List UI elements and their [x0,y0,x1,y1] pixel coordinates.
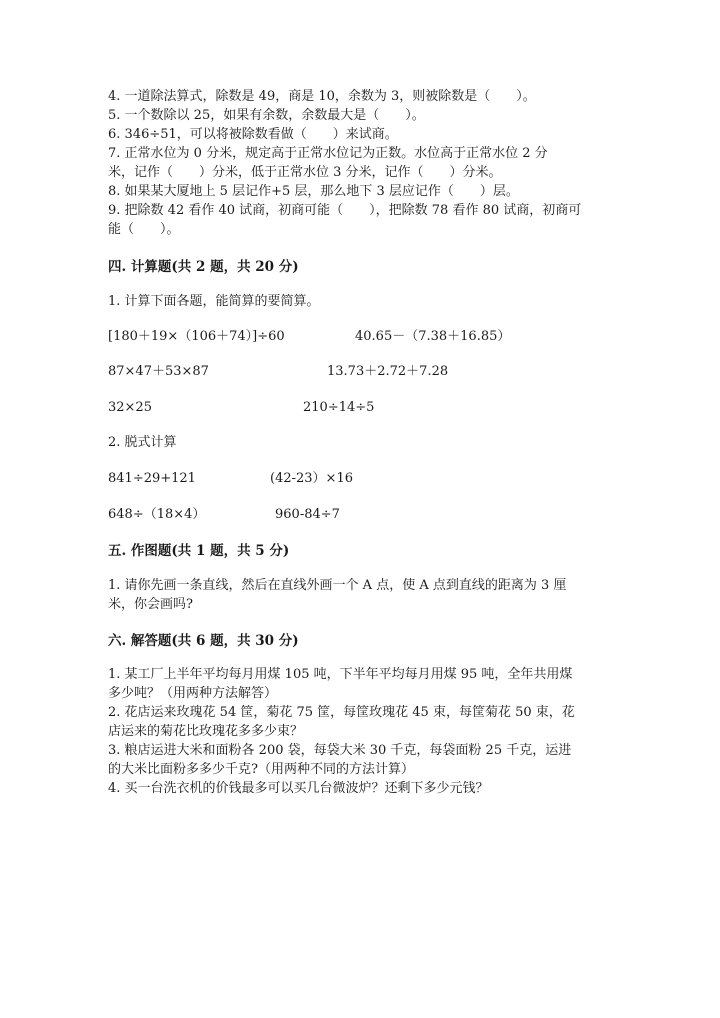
section-5-q1-line2: 米，你会画吗? [108,597,193,612]
calc-item-5: 32×25 [108,400,152,415]
question-3-8: 8. 如果某大厦地上 5 层记作+5 层，那么地下 3 层应记作（ ）层。 [108,184,519,199]
question-3-9-line2: 能（ ）。 [108,222,180,237]
stepwise-item-2: (42-23）×16 [270,471,353,486]
calc-item-4: 13.73＋2.72＋7.28 [327,364,449,379]
stepwise-item-1: 841÷29+121 [108,471,196,486]
calc-item-1: [180＋19×（106＋74）]÷60 [108,329,285,344]
question-3-4: 4. 一道除法算式，除数是 49，商是 10，余数为 3，则被除数是（ ）。 [108,89,536,104]
section-6-q2-line1: 2. 花店运来玫瑰花 54 筐，菊花 75 筐，每筐玫瑰花 45 束，每筐菊花 50 束，花 [108,705,575,720]
section-6-q3-line1: 3. 粮店运进大米和面粉各 200 袋，每袋大米 30 千克，每袋面粉 25 千克，运进 [108,743,572,758]
question-3-7-line1: 7. 正常水位为 0 分米，规定高于正常水位记为正数。水位高于正常水位 2 分 [108,146,548,161]
section-6-q1-line2: 多少吨？（用两种方法解答） [108,686,278,701]
section-6-q2-line2: 店运来的菊花比玫瑰花多多少束？ [108,724,304,739]
calc-item-2: 40.65－（7.38＋16.85） [355,329,511,344]
section-4-q1-intro: 1. 计算下面各题，能简算的要简算。 [108,294,320,309]
section-5-heading: 五. 作图题(共 1 题，共 5 分) [108,543,290,559]
calc-item-6: 210÷14÷5 [303,400,375,415]
question-3-9-line1: 9. 把除数 42 看作 40 试商，初商可能（ ），把除数 78 看作 80 试商，初商可 [108,203,582,218]
section-6-heading: 六. 解答题(共 6 题，共 30 分) [108,633,299,649]
calc-item-3: 87×47＋53×87 [108,364,209,379]
question-3-6: 6. 346÷51，可以将被除数看做（ ）来试商。 [108,127,398,142]
stepwise-item-4: 960-84÷7 [275,507,340,522]
section-4-heading: 四. 计算题(共 2 题，共 20 分) [108,259,299,275]
section-6-q4: 4. 买一台洗衣机的价钱最多可以买几台微波炉？还剩下多少元钱？ [108,781,489,796]
section-6-q1-line1: 1. 某工厂上半年平均每月用煤 105 吨，下半年平均每月用煤 95 吨，全年共用煤 [108,667,573,682]
question-3-5: 5. 一个数除以 25，如果有余数，余数最大是（ ）。 [108,108,425,123]
section-4-q2-intro: 2. 脱式计算 [108,435,177,450]
section-5-q1-line1: 1. 请你先画一条直线，然后在直线外画一个 A 点，使 A 点到直线的距离为 3 厘 [108,578,567,593]
question-3-7-line2: 米，记作（ ）分米，低于正常水位 3 分米，记作（ ）分米。 [108,165,502,180]
section-6-q3-line2: 的大米比面粉多多少千克?（用两种不同的方法计算） [108,762,414,777]
stepwise-item-3: 648÷（18×4） [108,507,206,522]
